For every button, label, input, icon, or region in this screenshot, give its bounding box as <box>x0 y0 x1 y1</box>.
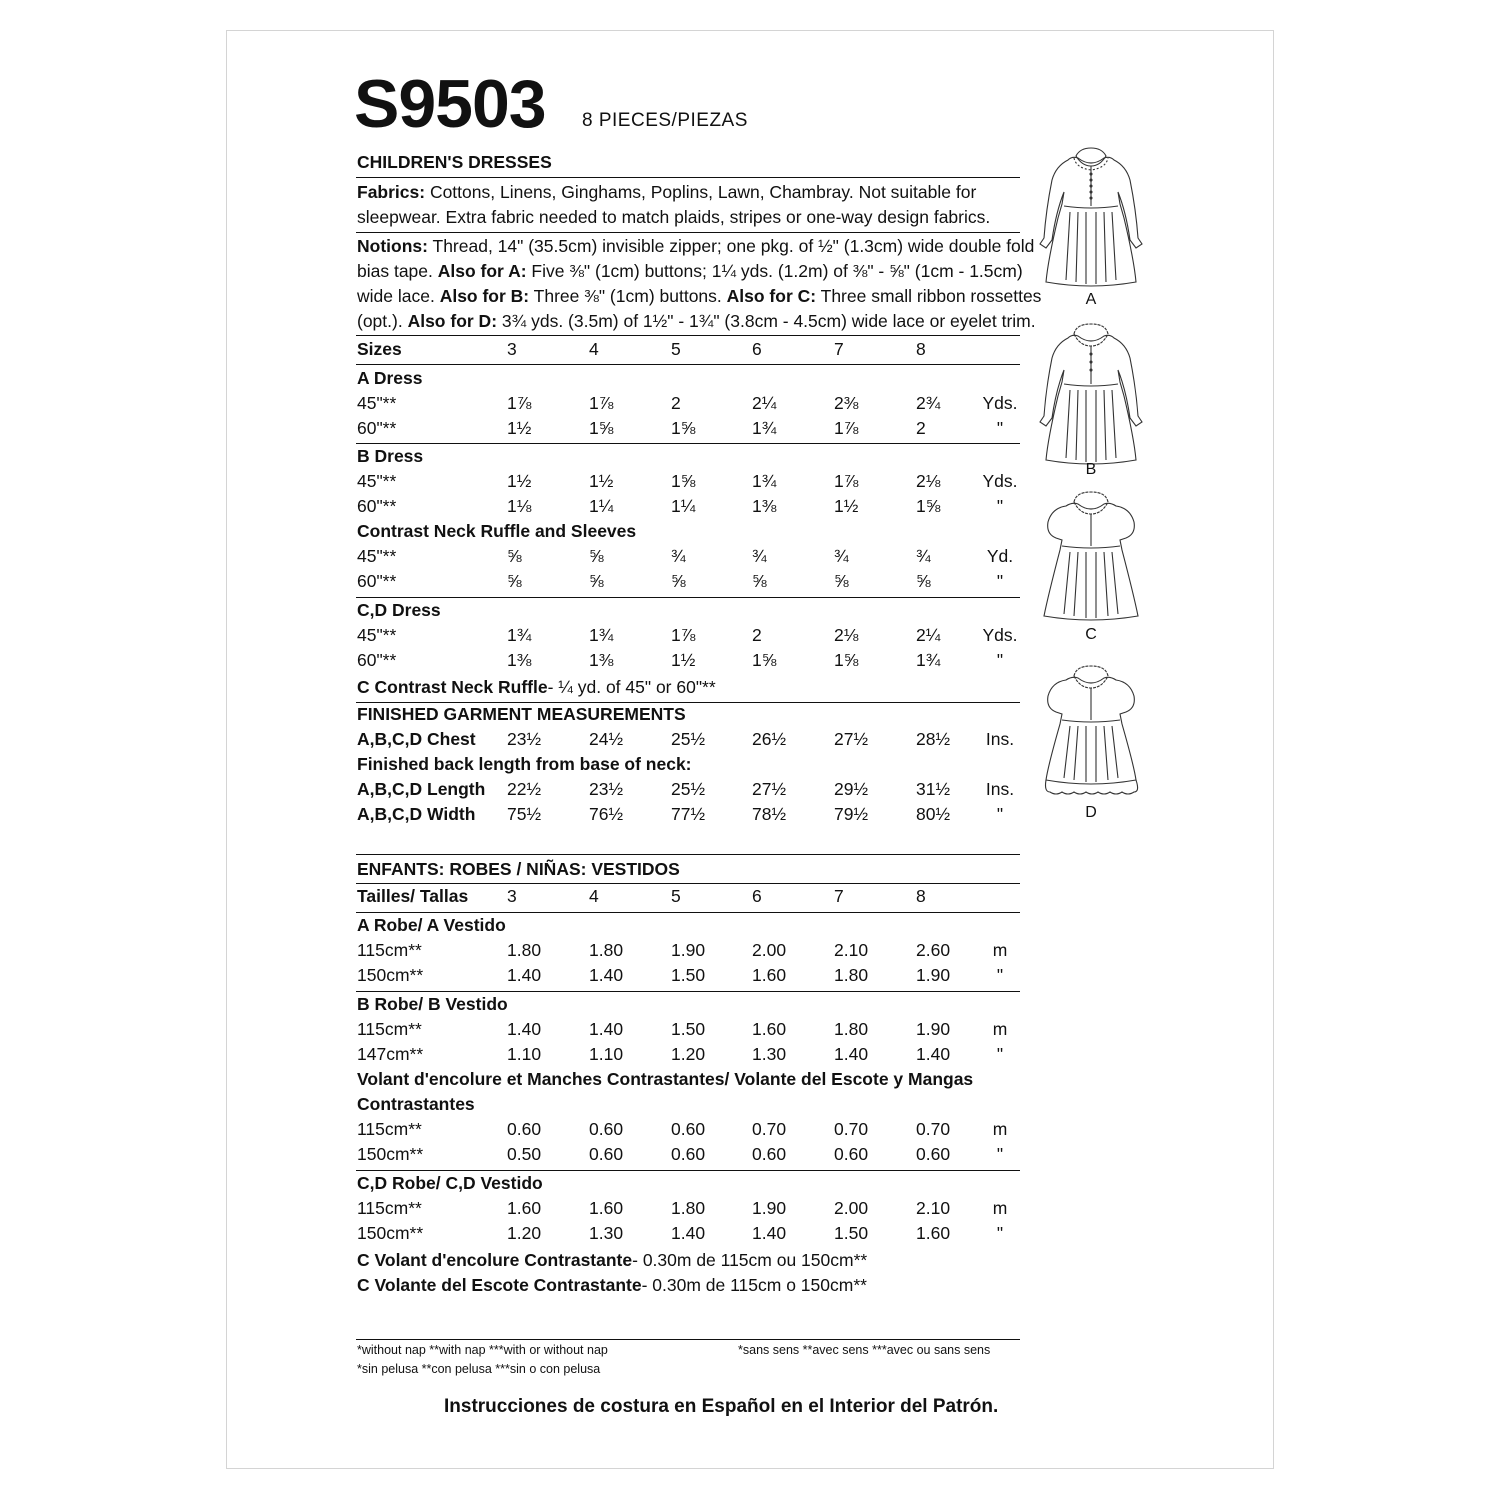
table-row: A,B,C,D Length <box>357 779 486 799</box>
a-robe-title: A Robe/ A Vestido <box>357 915 506 935</box>
c-volant-note-fr: C Volant d'encolure Contrastante- 0.30m de 115cm ou 150cm** <box>357 1250 868 1270</box>
cd-robe-title: C,D Robe/ C,D Vestido <box>357 1173 543 1193</box>
divider <box>356 177 1020 178</box>
divider <box>356 443 1020 444</box>
table-row: 45"** 1⅞ 1⅞ 2 2¼ 2⅜ 2¾ Yds. <box>357 393 1018 413</box>
pattern-number: S9503 <box>354 66 546 142</box>
metric-contrast-title-2: Contrastantes <box>357 1094 475 1114</box>
table-row: 23½ 24½ 25½ 26½ 27½ 28½ Ins. <box>507 729 1015 749</box>
dress-view-c-illustration <box>1030 486 1152 626</box>
divider <box>356 883 1020 884</box>
table-row: 115cm** 1.40 1.40 1.50 1.60 1.80 1.90 m <box>357 1019 1008 1039</box>
divider <box>356 364 1020 365</box>
table-row: 150cm** 1.40 1.40 1.50 1.60 1.80 1.90 " <box>357 965 1004 985</box>
c-contrast-ruffle-note: C Contrast Neck Ruffle- ¼ yd. of 45" or 60"** <box>357 677 716 697</box>
table-row: 147cm** 1.10 1.10 1.20 1.30 1.40 1.40 " <box>357 1044 1004 1064</box>
divider <box>356 854 1020 855</box>
a-dress-title: A Dress <box>357 368 423 388</box>
divider <box>356 335 1020 336</box>
finished-measurements-title: FINISHED GARMENT MEASUREMENTS <box>357 704 686 724</box>
dress-view-a-illustration <box>1030 140 1152 290</box>
category-title: CHILDREN'S DRESSES <box>357 152 552 172</box>
spanish-instructions-note: Instrucciones de costura en Español en el Interior del Patrón. <box>444 1396 999 1417</box>
table-row: A,B,C,D Width <box>357 804 476 824</box>
c-volante-note-es: C Volante del Escote Contrastante- 0.30m de 115cm o 150cm** <box>357 1275 867 1295</box>
view-label-c: C <box>1085 626 1097 643</box>
table-row: 60"** 1⅜ 1⅜ 1½ 1⅝ 1⅝ 1¾ " <box>357 650 1004 670</box>
sizes-header-row: Sizes 3 4 5 6 7 8 <box>357 339 926 359</box>
notions-line-3: wide lace. Also for B: Three ⅜" (1cm) buttons. Also for C: Three small ribbon rossettes <box>357 286 1042 306</box>
sizes-header-row-metric: Tailles/ Tallas 3 4 5 6 7 8 <box>357 886 926 906</box>
divider <box>356 1339 1020 1340</box>
dress-view-d-illustration <box>1030 660 1152 800</box>
back-length-note: Finished back length from base of neck: <box>357 754 692 774</box>
divider <box>356 232 1020 233</box>
notions-line-1: Notions: Thread, 14" (35.5cm) invisible zipper; one pkg. of ½" (1.3cm) wide double fold <box>357 236 1035 256</box>
table-row: 60"** 1⅛ 1¼ 1¼ 1⅜ 1½ 1⅝ " <box>357 496 1004 516</box>
table-row: 60"** 1½ 1⅝ 1⅝ 1¾ 1⅞ 2 " <box>357 418 1004 438</box>
table-row: 150cm** 0.50 0.60 0.60 0.60 0.60 0.60 " <box>357 1144 1004 1164</box>
notions-line-4: (opt.). Also for D: 3¾ yds. (3.5m) of 1½" - 1¾" (3.8cm - 4.5cm) wide lace or eyelet trim. <box>357 311 1036 331</box>
metric-contrast-title-1: Volant d'encolure et Manches Contrastantes/ Volante del Escote y Mangas <box>357 1069 974 1089</box>
table-row: 115cm** 1.80 1.80 1.90 2.00 2.10 2.60 m <box>357 940 1008 960</box>
b-robe-title: B Robe/ B Vestido <box>357 994 508 1014</box>
divider <box>356 597 1020 598</box>
view-label-a: A <box>1085 291 1097 308</box>
b-dress-title: B Dress <box>357 446 424 466</box>
table-row: 45"** 1½ 1½ 1⅝ 1¾ 1⅞ 2⅛ Yds. <box>357 471 1018 491</box>
table-row: 150cm** 1.20 1.30 1.40 1.40 1.50 1.60 " <box>357 1223 1004 1243</box>
cd-dress-title: C,D Dress <box>357 600 441 620</box>
table-row: 75½ 76½ 77½ 78½ 79½ 80½ " <box>507 804 1004 824</box>
contrast-title: Contrast Neck Ruffle and Sleeves <box>357 521 637 541</box>
fabrics-line-2: sleepwear. Extra fabric needed to match plaids, stripes or one-way design fabrics. <box>357 207 991 227</box>
table-row: 115cm** 1.60 1.60 1.80 1.90 2.00 2.10 m <box>357 1198 1008 1218</box>
table-row: 60"** ⅝ ⅝ ⅝ ⅝ ⅝ ⅝ " <box>357 571 1004 591</box>
fabrics-line-1: Fabrics: Cottons, Linens, Ginghams, Poplins, Lawn, Chambray. Not suitable for <box>357 182 977 202</box>
notions-line-2: bias tape. Also for A: Five ⅜" (1cm) buttons; 1¼ yds. (1.2m) of ⅜" - ⅝" (1cm - 1.5cm) <box>357 261 1023 281</box>
view-label-d: D <box>1085 804 1097 821</box>
divider <box>356 1170 1020 1171</box>
table-row: 45"** 1¾ 1¾ 1⅞ 2 2⅛ 2¼ Yds. <box>357 625 1018 645</box>
table-row: 115cm** 0.60 0.60 0.60 0.70 0.70 0.70 m <box>357 1119 1008 1139</box>
divider <box>356 702 1020 703</box>
footnote-en: *without nap **with nap ***with or without nap <box>357 1343 608 1357</box>
table-row: A,B,C,D Chest <box>357 729 476 749</box>
view-label-b: B <box>1085 461 1097 478</box>
pieces-count: 8 PIECES/PIEZAS <box>582 110 748 131</box>
metric-category-title: ENFANTS: ROBES / NIÑAS: VESTIDOS <box>357 859 680 879</box>
divider <box>356 991 1020 992</box>
divider <box>356 912 1020 913</box>
table-row: 22½ 23½ 25½ 27½ 29½ 31½ Ins. <box>507 779 1015 799</box>
footnote-es: *sin pelusa **con pelusa ***sin o con pelusa <box>357 1362 601 1376</box>
dress-view-b-illustration <box>1030 318 1152 468</box>
footnote-fr: *sans sens **avec sens ***avec ou sans sens <box>738 1343 991 1357</box>
table-row: 45"** ⅝ ⅝ ¾ ¾ ¾ ¾ Yd. <box>357 546 1014 566</box>
